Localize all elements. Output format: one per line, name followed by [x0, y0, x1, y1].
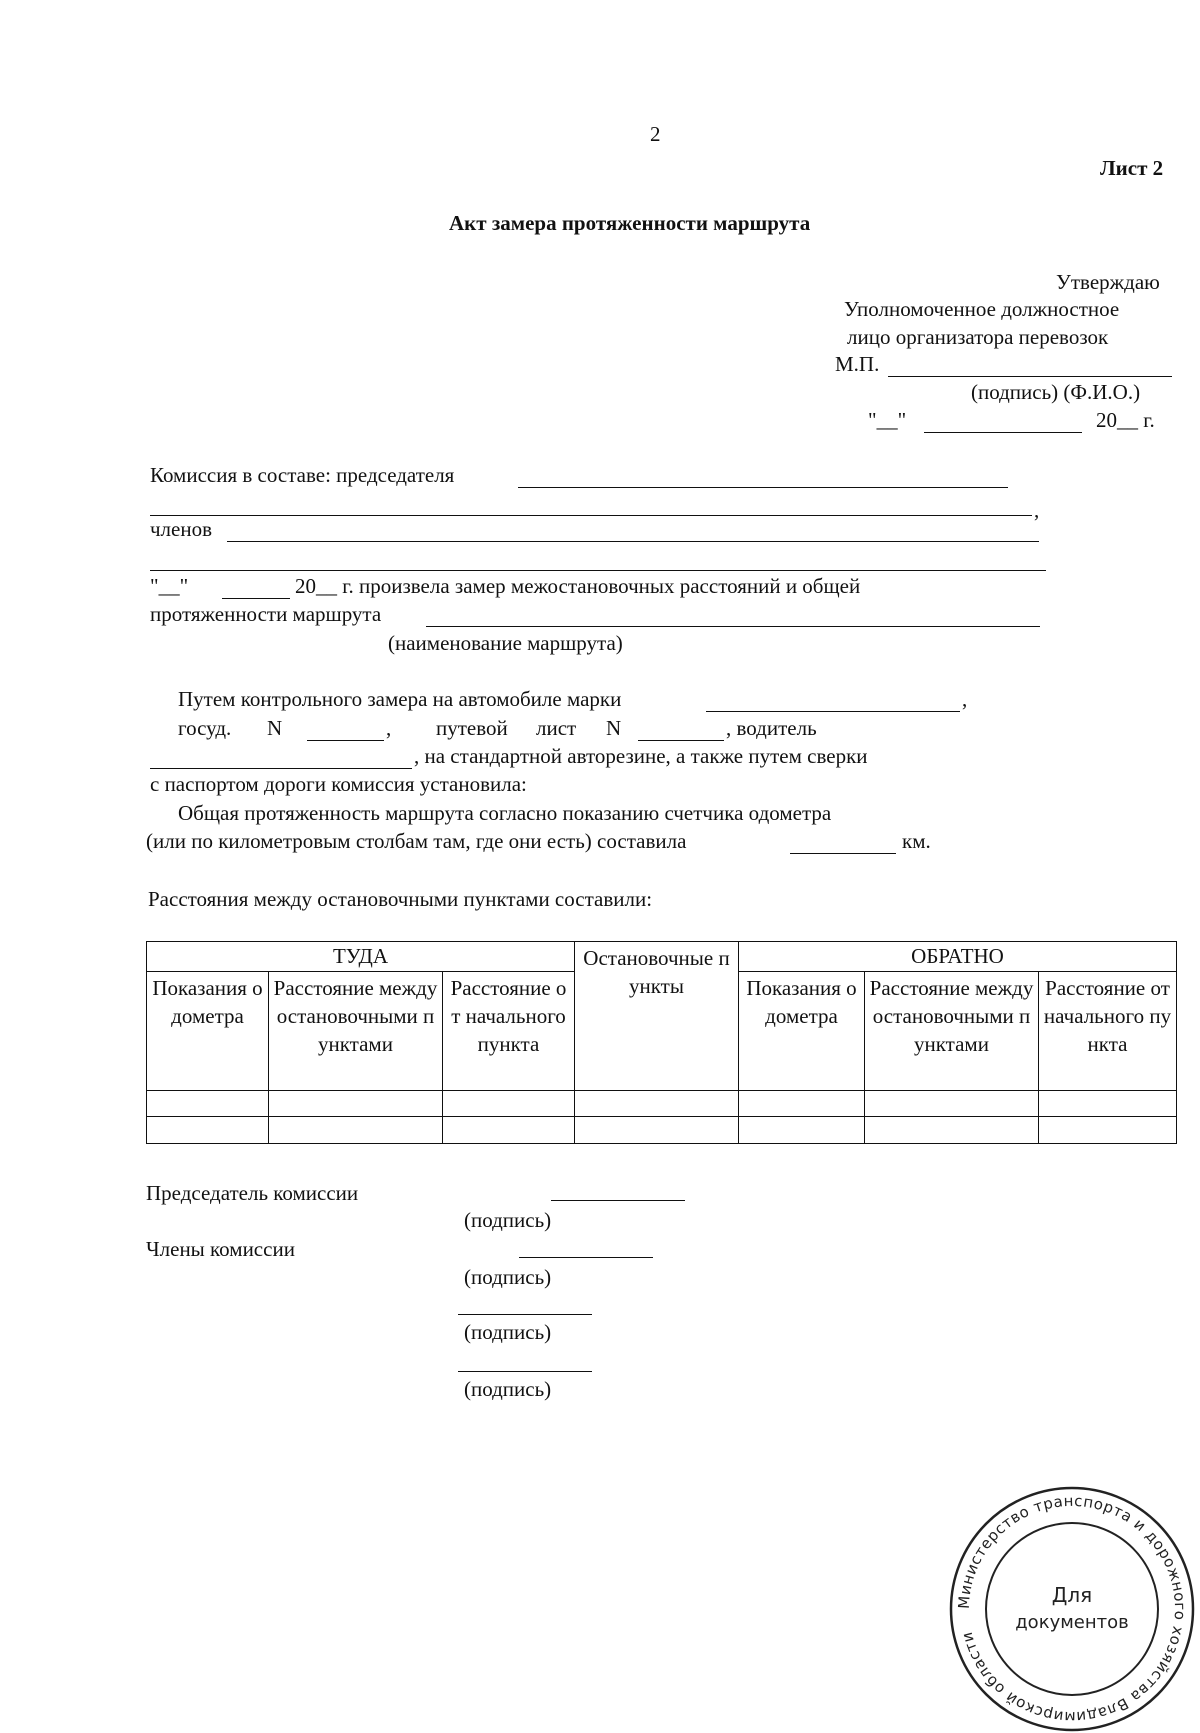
- table-cell[interactable]: [865, 1090, 1039, 1117]
- page-number: 2: [650, 122, 661, 146]
- driver-line: [150, 768, 412, 769]
- table-cell[interactable]: [1039, 1090, 1177, 1117]
- member3-sign-caption: (подпись): [464, 1377, 552, 1401]
- approval-date-year: 20__ г.: [1096, 408, 1155, 432]
- waybill-n-label: N: [606, 716, 622, 740]
- table-cell[interactable]: [147, 1090, 269, 1117]
- approval-heading: Утверждаю: [1056, 270, 1160, 294]
- chairman-line-2: [150, 515, 1032, 516]
- chairman-line: [518, 487, 1008, 488]
- approval-date-quote: "__": [868, 408, 907, 432]
- route-line: [426, 626, 1040, 627]
- km-posts-text: (или по километровым столбам там, где они есть) составила: [146, 829, 687, 853]
- members-line-2: [150, 570, 1046, 571]
- gosud-n-label: N: [267, 716, 283, 740]
- approval-sign-caption: (подпись) (Ф.И.О.): [971, 380, 1141, 404]
- table-cell[interactable]: [1039, 1117, 1177, 1144]
- distances-label: Расстояния между остановочными пунктами составили:: [148, 887, 653, 911]
- there-from-start-header: Расстояние от начального пункта: [443, 971, 575, 1090]
- vehicle-comma: ,: [962, 687, 968, 711]
- table-cell[interactable]: [739, 1117, 865, 1144]
- back-odometer-header: Показания одометра: [739, 971, 865, 1090]
- document-title: Акт замера протяженности маршрута: [449, 211, 811, 235]
- total-length-text: Общая протяженность маршрута согласно показанию счетчика одометра: [178, 801, 832, 825]
- there-between-header: Расстояние между остановочными пунктами: [269, 971, 443, 1090]
- driver-label: , водитель: [726, 716, 817, 740]
- table-cell[interactable]: [443, 1117, 575, 1144]
- gosud-comma: ,: [386, 716, 392, 740]
- table-cell[interactable]: [575, 1117, 739, 1144]
- approval-line-3: лицо организатора перевозок: [847, 325, 1109, 349]
- waybill-label: путевой: [436, 716, 508, 740]
- members-sign-label: Члены комиссии: [146, 1237, 295, 1261]
- table-cell[interactable]: [269, 1117, 443, 1144]
- passport-text: с паспортом дороги комиссия установила:: [150, 772, 527, 796]
- table-row: [147, 1117, 1177, 1144]
- commission-label: Комиссия в составе: председателя: [150, 463, 455, 487]
- stamp-center-line-1: Для: [1051, 1583, 1093, 1607]
- member2-sign-line: [458, 1314, 592, 1315]
- back-from-start-header: Расстояние от начального пункта: [1039, 971, 1177, 1090]
- km-unit: км.: [902, 829, 931, 853]
- official-stamp: [948, 1485, 1196, 1733]
- route-label: протяженности маршрута: [150, 602, 382, 626]
- table-cell[interactable]: [147, 1117, 269, 1144]
- chairman-sign-caption: (подпись): [464, 1208, 552, 1232]
- group-back-header: ОБРАТНО: [739, 942, 1177, 972]
- table-cell[interactable]: [269, 1090, 443, 1117]
- table-cell[interactable]: [865, 1117, 1039, 1144]
- member1-sign-caption: (подпись): [464, 1265, 552, 1289]
- approval-line-2: Уполномоченное должностное: [844, 297, 1120, 321]
- members-line: [227, 541, 1039, 542]
- chairman-sign-label: Председатель комиссии: [146, 1181, 359, 1205]
- table-cell[interactable]: [739, 1090, 865, 1117]
- table-row: [147, 1090, 1177, 1117]
- member1-sign-line: [519, 1257, 653, 1258]
- gosud-number-line: [307, 740, 384, 741]
- waybill-list-label: лист: [536, 716, 577, 740]
- vehicle-text: Путем контрольного замера на автомобиле марки: [178, 687, 622, 711]
- vehicle-line: [706, 711, 960, 712]
- total-km-line: [790, 853, 896, 854]
- approval-date-line: [924, 432, 1082, 433]
- member3-sign-line: [458, 1371, 592, 1372]
- stops-column-header: Остановочные пункты: [575, 942, 739, 1091]
- gosud-label: госуд.: [178, 716, 232, 740]
- measure-date-line: [222, 598, 290, 599]
- comma: ,: [1034, 498, 1040, 522]
- tyre-text: , на стандартной авторезине, а также путем сверки: [414, 744, 868, 768]
- table-cell[interactable]: [443, 1090, 575, 1117]
- svg-text:Министерство транспорта и доро: [955, 1492, 1189, 1726]
- sheet-label: Лист 2: [1100, 156, 1164, 180]
- back-between-header: Расстояние между остановочными пунктами: [865, 971, 1039, 1090]
- chairman-sign-line: [551, 1200, 685, 1201]
- waybill-number-line: [638, 740, 724, 741]
- route-caption: (наименование маршрута): [388, 631, 623, 655]
- approval-sign-line: [888, 376, 1172, 377]
- members-label: членов: [150, 517, 213, 541]
- distances-table: [146, 941, 1177, 1144]
- measure-date-quote: "__": [150, 574, 189, 598]
- there-odometer-header: Показания одометра: [147, 971, 269, 1090]
- stamp-center-line-2: документов: [1015, 1612, 1129, 1633]
- table-cell[interactable]: [575, 1090, 739, 1117]
- group-there-header: ТУДА: [147, 942, 575, 972]
- stamp-ring-text: Министерство транспорта и дорожного хозяйства Владимирской области: [954, 1491, 1190, 1727]
- member2-sign-caption: (подпись): [464, 1320, 552, 1344]
- mp-label: М.П.: [835, 352, 880, 376]
- measure-text: 20__ г. произвела замер межостановочных расстояний и общей: [295, 574, 861, 598]
